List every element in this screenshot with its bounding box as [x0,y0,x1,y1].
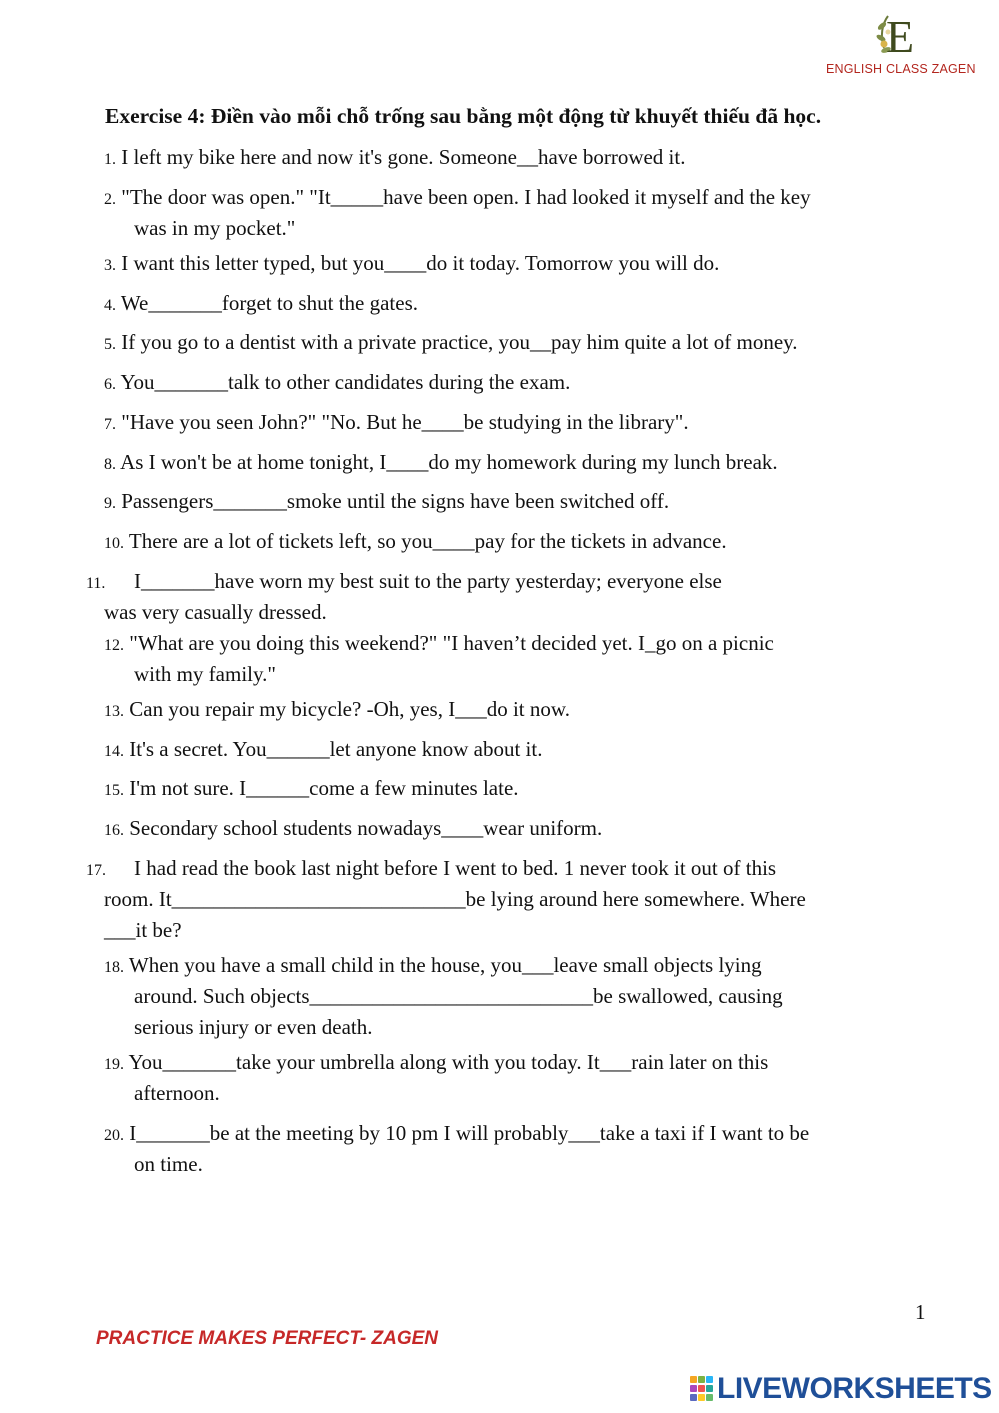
question-13 [104,694,570,727]
question-text: You_______take your umbrella along with you today. It___rain later on this [128,1050,769,1074]
question-3 [104,248,719,281]
exercise-title: Exercise 4: Điền vào mỗi chỗ trống sau bằng một động từ khuyết thiếu đã học. [105,104,822,128]
question-17 [86,853,776,886]
svg-text:E: E [885,11,915,62]
question-text: I had read the book last night before I went to bed. 1 never took it out of this [134,856,777,880]
logo-name: ENGLISH CLASS ZAGEN [826,62,976,76]
question-18-line-3: serious injury or even death. [134,1015,373,1039]
question-9 [104,486,669,519]
question-number: 3. [104,257,116,274]
liveworksheets-brand[interactable] [690,1372,992,1406]
question-1 [104,142,685,175]
page-number: 1 [915,1300,926,1324]
question-number: 2. [104,191,116,208]
question-number: 9. [104,495,116,512]
question-number: 13. [104,703,124,720]
question-number: 7. [104,416,116,433]
question-20 [104,1118,809,1151]
footer-motto: PRACTICE MAKES PERFECT- ZAGEN [96,1328,439,1349]
question-12 [104,628,774,661]
question-14 [104,734,542,767]
question-number: 14. [104,743,124,760]
question-17-line-3: ___it be? [104,918,182,942]
logo [826,6,976,80]
question-text: I left my bike here and now it's gone. Someone__have borrowed it. [121,145,686,169]
question-text: There are a lot of tickets left, so you____pay for the tickets in advance. [128,529,727,553]
question-2 [104,182,811,215]
question-number: 16. [104,822,124,839]
question-2-line-2: was in my pocket." [134,216,296,240]
question-17-line-2: room. It____________________________be lying around here somewhere. Where [104,887,806,911]
question-text: You_______talk to other candidates during the exam. [120,370,571,394]
question-4 [104,288,418,321]
question-number: 8. [104,456,116,473]
question-number: 11. [86,575,106,592]
question-number: 6. [104,376,116,393]
question-10 [104,526,727,559]
question-number: 1. [104,151,116,168]
question-number: 18. [104,959,124,976]
question-number: 4. [104,297,116,314]
question-15 [104,773,519,806]
liveworksheets-wordmark: LIVEWORKSHEETS [717,1372,992,1405]
question-number: 20. [104,1127,124,1144]
question-11-line-2: was very casually dressed. [104,600,327,624]
question-7 [104,407,689,440]
question-18-line-2: around. Such objects___________________________be swallowed, causing [134,984,783,1008]
question-12-line-2: with my family." [134,662,276,686]
liveworksheets-logo-icon [690,1376,714,1402]
question-text: Passengers_______smoke until the signs have been switched off. [121,489,670,513]
question-number: 12. [104,637,124,654]
question-text: We_______forget to shut the gates. [120,291,418,315]
question-8 [104,447,778,480]
question-text: Secondary school students nowadays____wear uniform. [129,816,603,840]
question-text: I_______have worn my best suit to the party yesterday; everyone else [134,569,722,593]
question-number: 19. [104,1056,124,1073]
question-text: "The door was open." "It_____have been open. I had looked it myself and the key [121,185,811,209]
question-number: 10. [104,535,124,552]
question-18 [104,950,762,983]
question-19-line-2: afternoon. [134,1081,220,1105]
question-text: I'm not sure. I______come a few minutes late. [129,776,519,800]
question-text: It's a secret. You______let anyone know about it. [129,737,543,761]
question-16 [104,813,602,846]
question-text: "Have you seen John?" "No. But he____be studying in the library". [121,410,689,434]
logo-letter-icon [874,6,922,66]
question-6 [104,367,570,400]
question-number: 15. [104,782,124,799]
question-text: I want this letter typed, but you____do it today. Tomorrow you will do. [121,251,720,275]
question-text: If you go to a dentist with a private practice, you__pay him quite a lot of money. [121,330,798,354]
question-text: "What are you doing this weekend?" "I haven’t decided yet. I_go on a picnic [129,631,774,655]
question-5 [104,327,798,360]
question-text: I_______be at the meeting by 10 pm I will probably___take a taxi if I want to be [129,1121,810,1145]
question-text: Can you repair my bicycle? -Oh, yes, I___do it now. [129,697,570,721]
question-text: As I won't be at home tonight, I____do my homework during my lunch break. [120,450,778,474]
question-number: 5. [104,336,116,353]
question-text: When you have a small child in the house, you___leave small objects lying [128,953,762,977]
question-20-line-2: on time. [134,1152,203,1176]
question-number: 17. [86,862,106,879]
question-19 [104,1047,768,1080]
question-11 [86,566,722,599]
